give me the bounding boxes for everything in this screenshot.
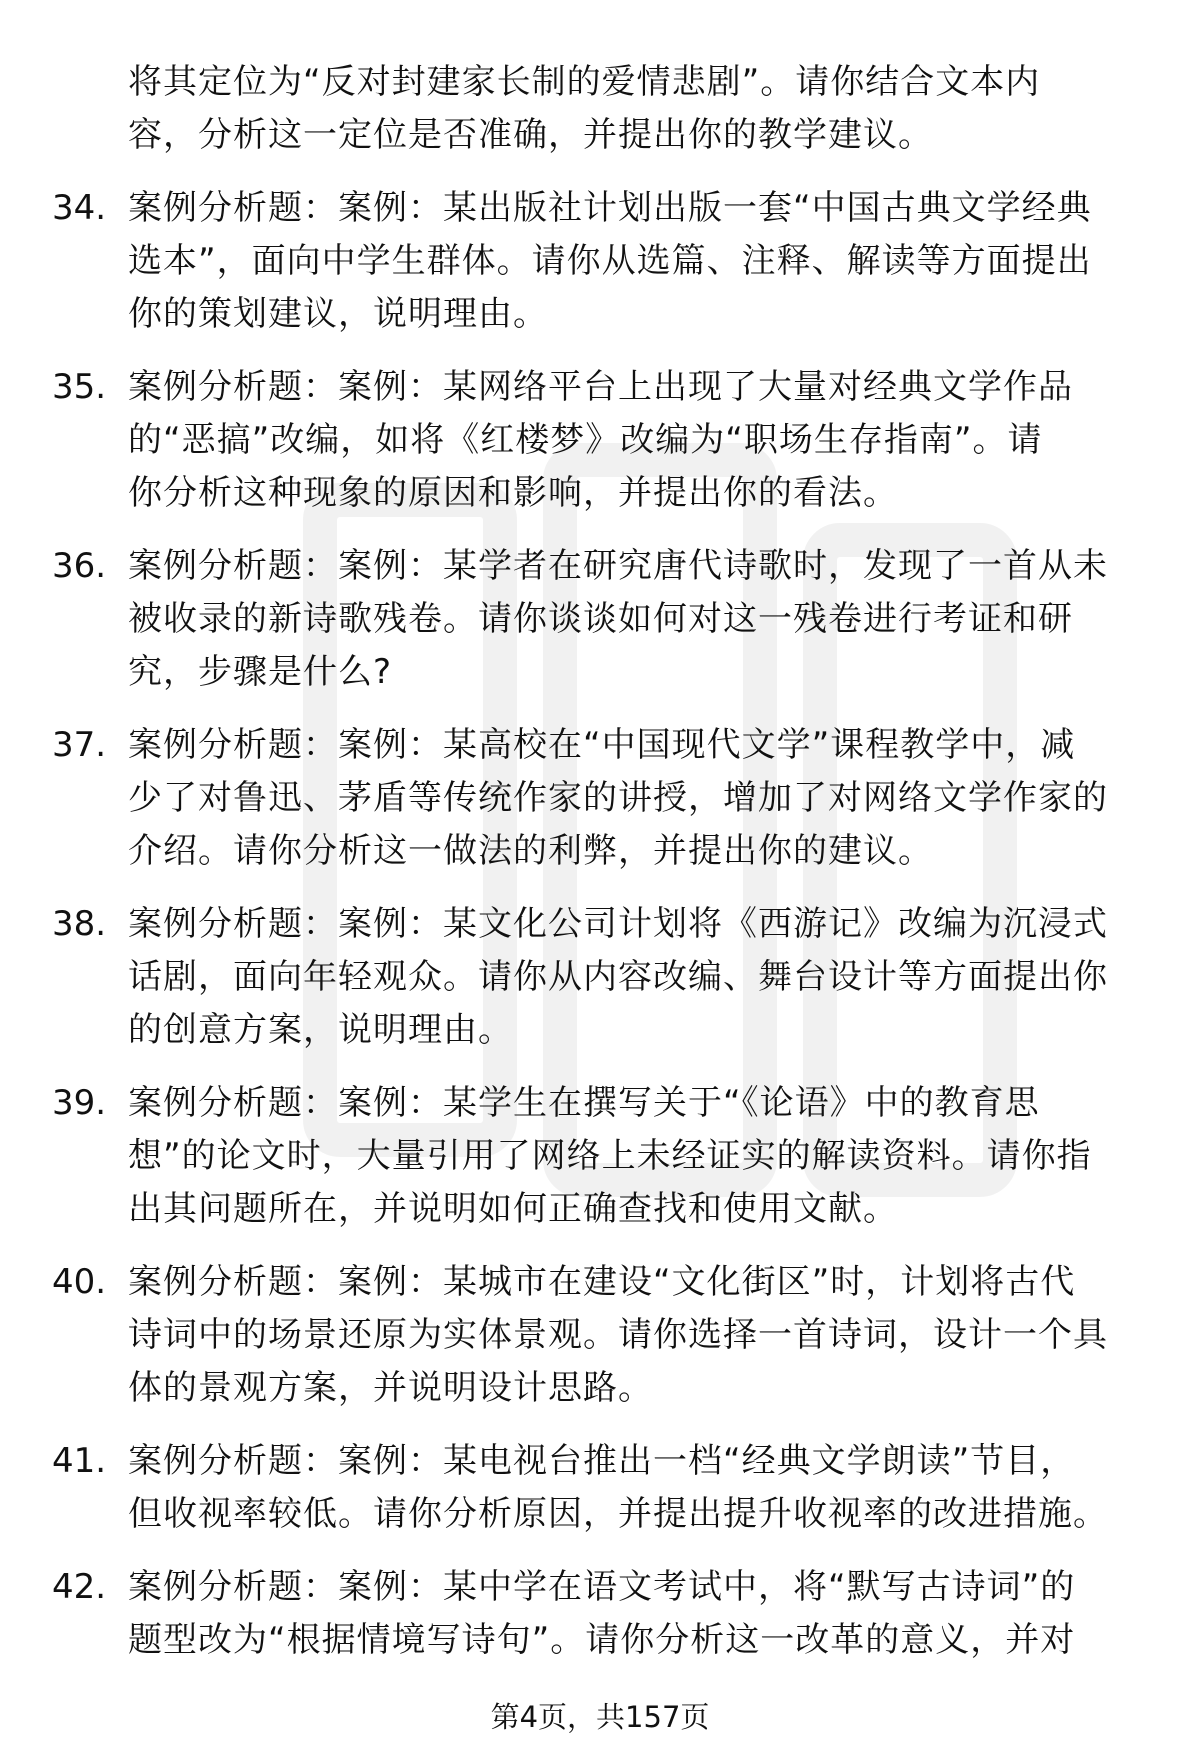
question-number: 38. <box>52 904 107 944</box>
question-38 <box>0 898 1200 1057</box>
question-text: 案例分析题：案例：某出版社计划出版一套“中国古典文学经典 选本”，面向中学生群体。请你从选篇、注释、解读等方面提出 你的策划建议，说明理由。 <box>128 188 1092 334</box>
question-text: 案例分析题：案例：某学者在研究唐代诗歌时，发现了一首从未 被收录的新诗歌残卷。请你谈谈如何对这一残卷进行考证和研 究，步骤是什么? <box>128 546 1108 692</box>
question-number: 40. <box>52 1262 107 1302</box>
question-text: 案例分析题：案例：某学生在撰写关于“《论语》中的教育思 想”的论文时，大量引用了网络上未经证实的解读资料。请你指 出其问题所在，并说明如何正确查找和使用文献。 <box>128 1083 1092 1229</box>
question-40 <box>0 1256 1200 1415</box>
question-number: 42. <box>52 1567 107 1607</box>
question-text: 将其定位为“反对封建家长制的爱情悲剧”。请你结合文本内 容，分析这一定位是否准确，并提出你的教学建议。 <box>128 62 1041 155</box>
question-text: 案例分析题：案例：某城市在建设“文化街区”时，计划将古代 诗词中的场景还原为实体景观。请你选择一首诗词，设计一个具 体的景观方案，并说明设计思路。 <box>128 1262 1108 1408</box>
question-number: 37. <box>52 725 107 765</box>
question-35 <box>0 361 1200 520</box>
question-37 <box>0 719 1200 878</box>
question-41 <box>0 1435 1200 1541</box>
question-36 <box>0 540 1200 699</box>
question-text: 案例分析题：案例：某文化公司计划将《西游记》改编为沉浸式 话剧，面向年轻观众。请你从内容改编、舞台设计等方面提出你 的创意方案，说明理由。 <box>128 904 1108 1050</box>
question-number: 34. <box>52 188 107 228</box>
question-number: 39. <box>52 1083 107 1123</box>
question-text: 案例分析题：案例：某电视台推出一档“经典文学朗读”节目， 但收视率较低。请你分析原因，并提出提升收视率的改进措施。 <box>128 1441 1108 1534</box>
page-footer: 第4页，共157页 <box>490 1700 710 1734</box>
question-number: 35. <box>52 367 107 407</box>
question-42 <box>0 1561 1200 1667</box>
question-34 <box>0 182 1200 341</box>
question-text: 案例分析题：案例：某中学在语文考试中，将“默写古诗词”的 题型改为“根据情境写诗句”。请你分析这一改革的意义，并对 <box>128 1567 1076 1660</box>
question-number: 41. <box>52 1441 107 1481</box>
page-content <box>0 56 1200 1667</box>
question-39 <box>0 1077 1200 1236</box>
question-text: 案例分析题：案例：某网络平台上出现了大量对经典文学作品 的“恶搞”改编，如将《红楼梦》改编为“职场生存指南”。请 你分析这种现象的原因和影响，并提出你的看法。 <box>128 367 1073 513</box>
question-number: 36. <box>52 546 107 586</box>
question-text: 案例分析题：案例：某高校在“中国现代文学”课程教学中，减 少了对鲁迅、茅盾等传统作家的讲授，增加了对网络文学作家的 介绍。请你分析这一做法的利弊，并提出你的建议。 <box>128 725 1108 871</box>
question-continuation <box>0 56 1200 162</box>
